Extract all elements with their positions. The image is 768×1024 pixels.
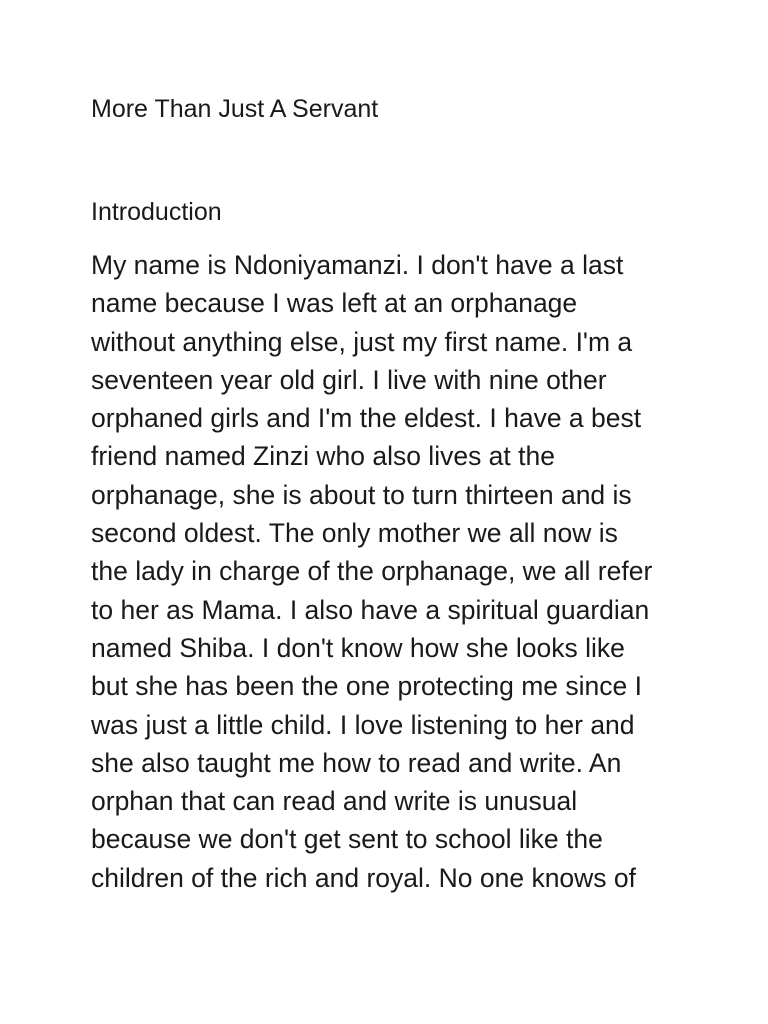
body-paragraph — [91, 246, 691, 897]
body-line: because we don't get sent to school like the — [91, 824, 603, 855]
body-line: My name is Ndoniyamanzi. I don't have a last — [91, 250, 624, 280]
body-line: without anything else, just my first name. I'm a — [91, 326, 633, 357]
body-line: the lady in charge of the orphanage, we all refer — [91, 556, 653, 587]
body-line: to her as Mama. I also have a spiritual guardian — [91, 594, 650, 625]
document-title: More Than Just A Servant — [91, 95, 379, 123]
section-heading-introduction: Introduction — [91, 198, 222, 226]
body-line: orphan that can read and write is unusual — [91, 786, 578, 817]
body-line: was just a little child. I love listening to her and — [91, 709, 635, 740]
body-line: but she has been the one protecting me since I — [91, 671, 642, 702]
body-line: friend named Zinzi who also lives at the — [91, 441, 555, 472]
body-line: orphanage, she is about to turn thirteen and is — [91, 479, 632, 510]
body-line: named Shiba. I don't know how she looks like — [91, 632, 625, 663]
body-line: second oldest. The only mother we all now is — [91, 518, 618, 549]
body-line: orphaned girls and I'm the eldest. I have a best — [91, 403, 642, 434]
body-line: children of the rich and royal. No one knows of — [91, 862, 637, 893]
body-line: she also taught me how to read and write. An — [91, 747, 622, 778]
body-line: seventeen year old girl. I live with nine other — [91, 364, 607, 395]
body-line: name because I was left at an orphanage — [91, 288, 578, 319]
